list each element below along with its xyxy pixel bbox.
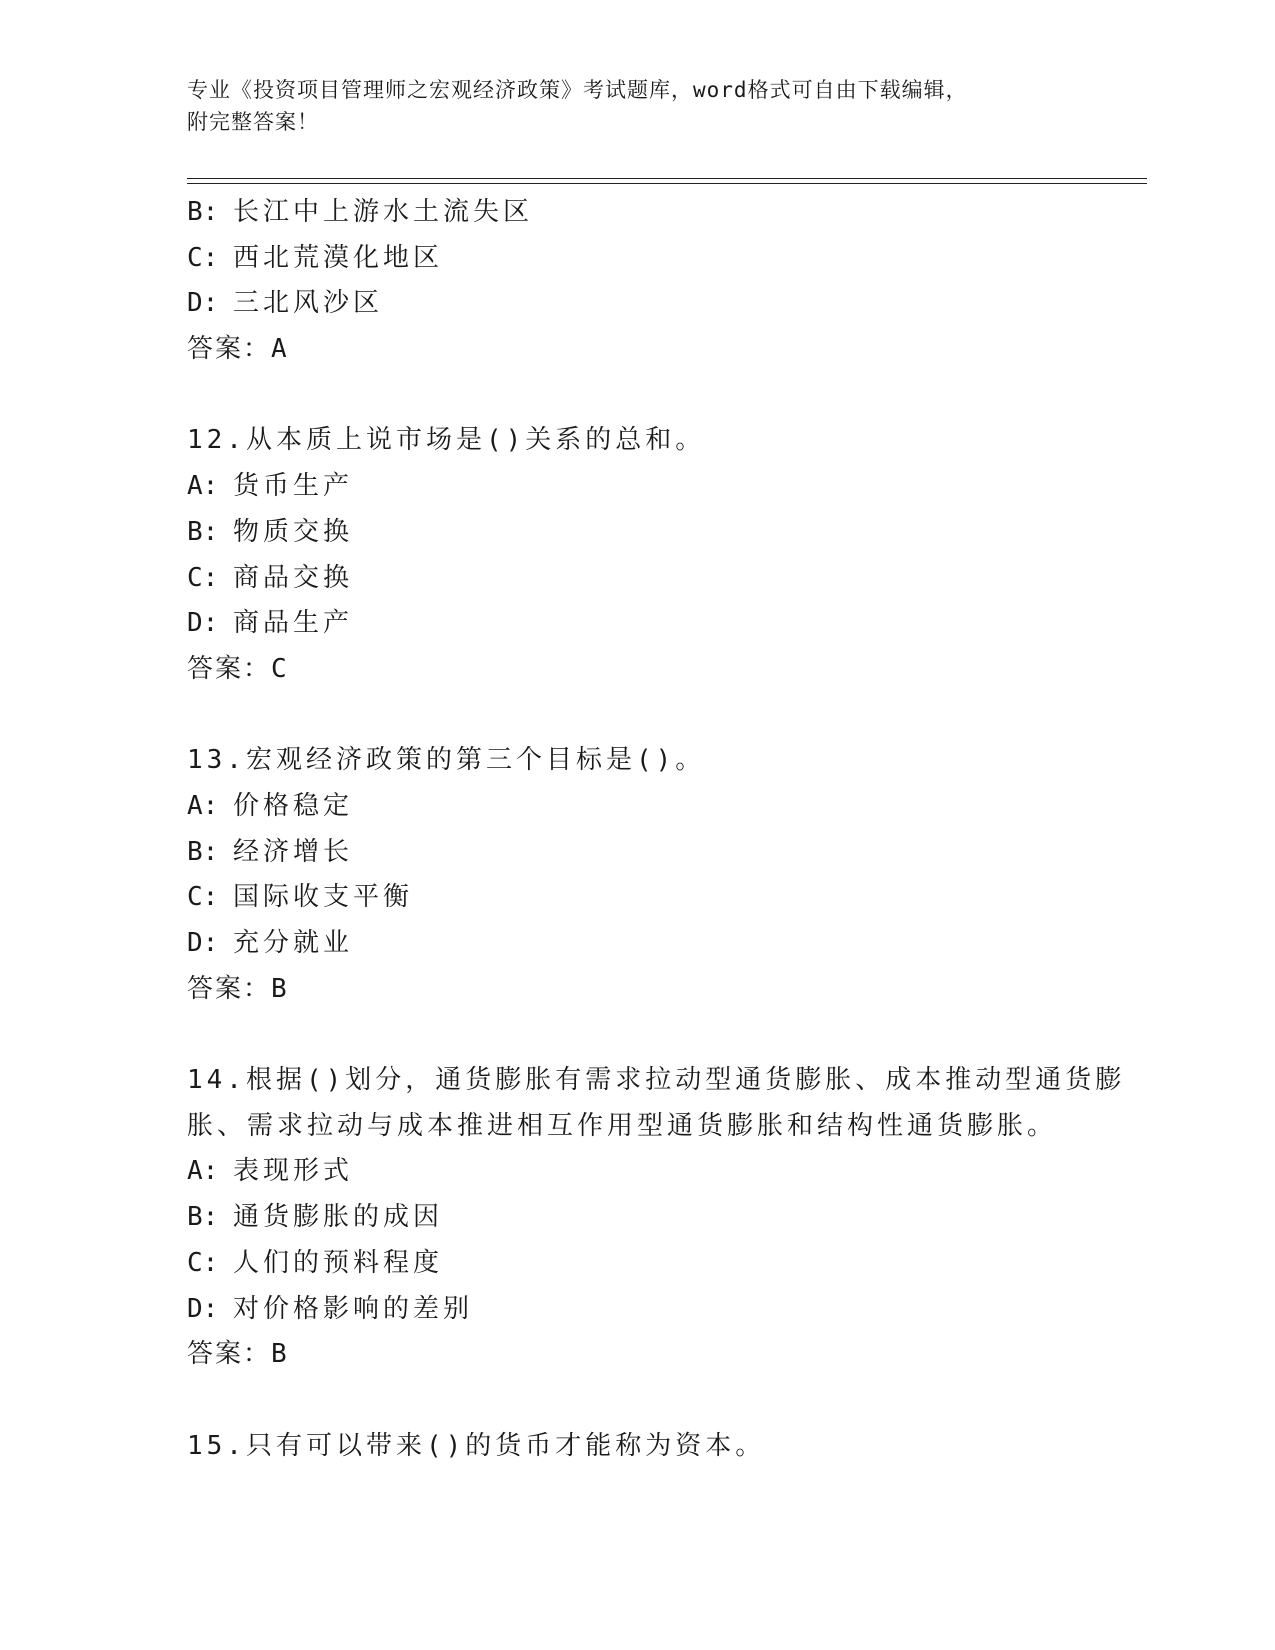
option-b: B: 经济增长 — [187, 836, 354, 867]
question-11-partial — [187, 190, 1087, 373]
option-c: C: 西北荒漠化地区 — [187, 242, 444, 273]
question-15 — [187, 1424, 1087, 1470]
option-d: D: 商品生产 — [187, 608, 354, 639]
option-b: B: 通货膨胀的成因 — [187, 1202, 444, 1233]
option-a: A: 表现形式 — [187, 1156, 354, 1187]
answer-line: 答案：A — [187, 334, 289, 365]
option-d: D: 三北风沙区 — [187, 288, 384, 319]
option-b: B: 长江中上游水土流失区 — [187, 197, 534, 227]
option-c: C: 国际收支平衡 — [187, 882, 414, 913]
option-c: C: 商品交换 — [187, 562, 354, 593]
answer-line: 答案：B — [187, 973, 289, 1004]
option-c: C: 人们的预料程度 — [187, 1247, 444, 1278]
option-b: B: 物质交换 — [187, 516, 354, 547]
question-stem: 13.宏观经济政策的第三个目标是()。 — [187, 745, 706, 776]
option-a: A: 货币生产 — [187, 471, 354, 502]
document-header — [187, 74, 1087, 138]
question-stem-line-1: 14.根据()划分，通货膨胀有需求拉动型通货膨胀、成本推动型通货膨 — [187, 1065, 1126, 1096]
header-divider-top — [187, 178, 1147, 179]
question-stem: 15.只有可以带来()的货币才能称为资本。 — [187, 1430, 766, 1461]
header-divider-bottom — [187, 183, 1147, 184]
answer-line: 答案：B — [187, 1339, 289, 1370]
option-d: D: 对价格影响的差别 — [187, 1293, 474, 1324]
question-12 — [187, 418, 1087, 692]
option-d: D: 充分就业 — [187, 928, 354, 958]
question-14 — [187, 1058, 1126, 1378]
question-stem: 12.从本质上说市场是()关系的总和。 — [187, 425, 706, 456]
header-line-2: 附完整答案！ — [187, 110, 319, 134]
header-line-1: 专业《投资项目管理师之宏观经济政策》考试题库，word格式可自由下载编辑， — [187, 78, 968, 102]
question-13 — [187, 738, 1087, 1012]
question-stem-line-2: 胀、需求拉动与成本推进相互作用型通货膨胀和结构性通货膨胀。 — [187, 1110, 1058, 1141]
option-a: A: 价格稳定 — [187, 790, 354, 821]
answer-line: 答案：C — [187, 653, 289, 684]
question-list — [187, 190, 1126, 1469]
